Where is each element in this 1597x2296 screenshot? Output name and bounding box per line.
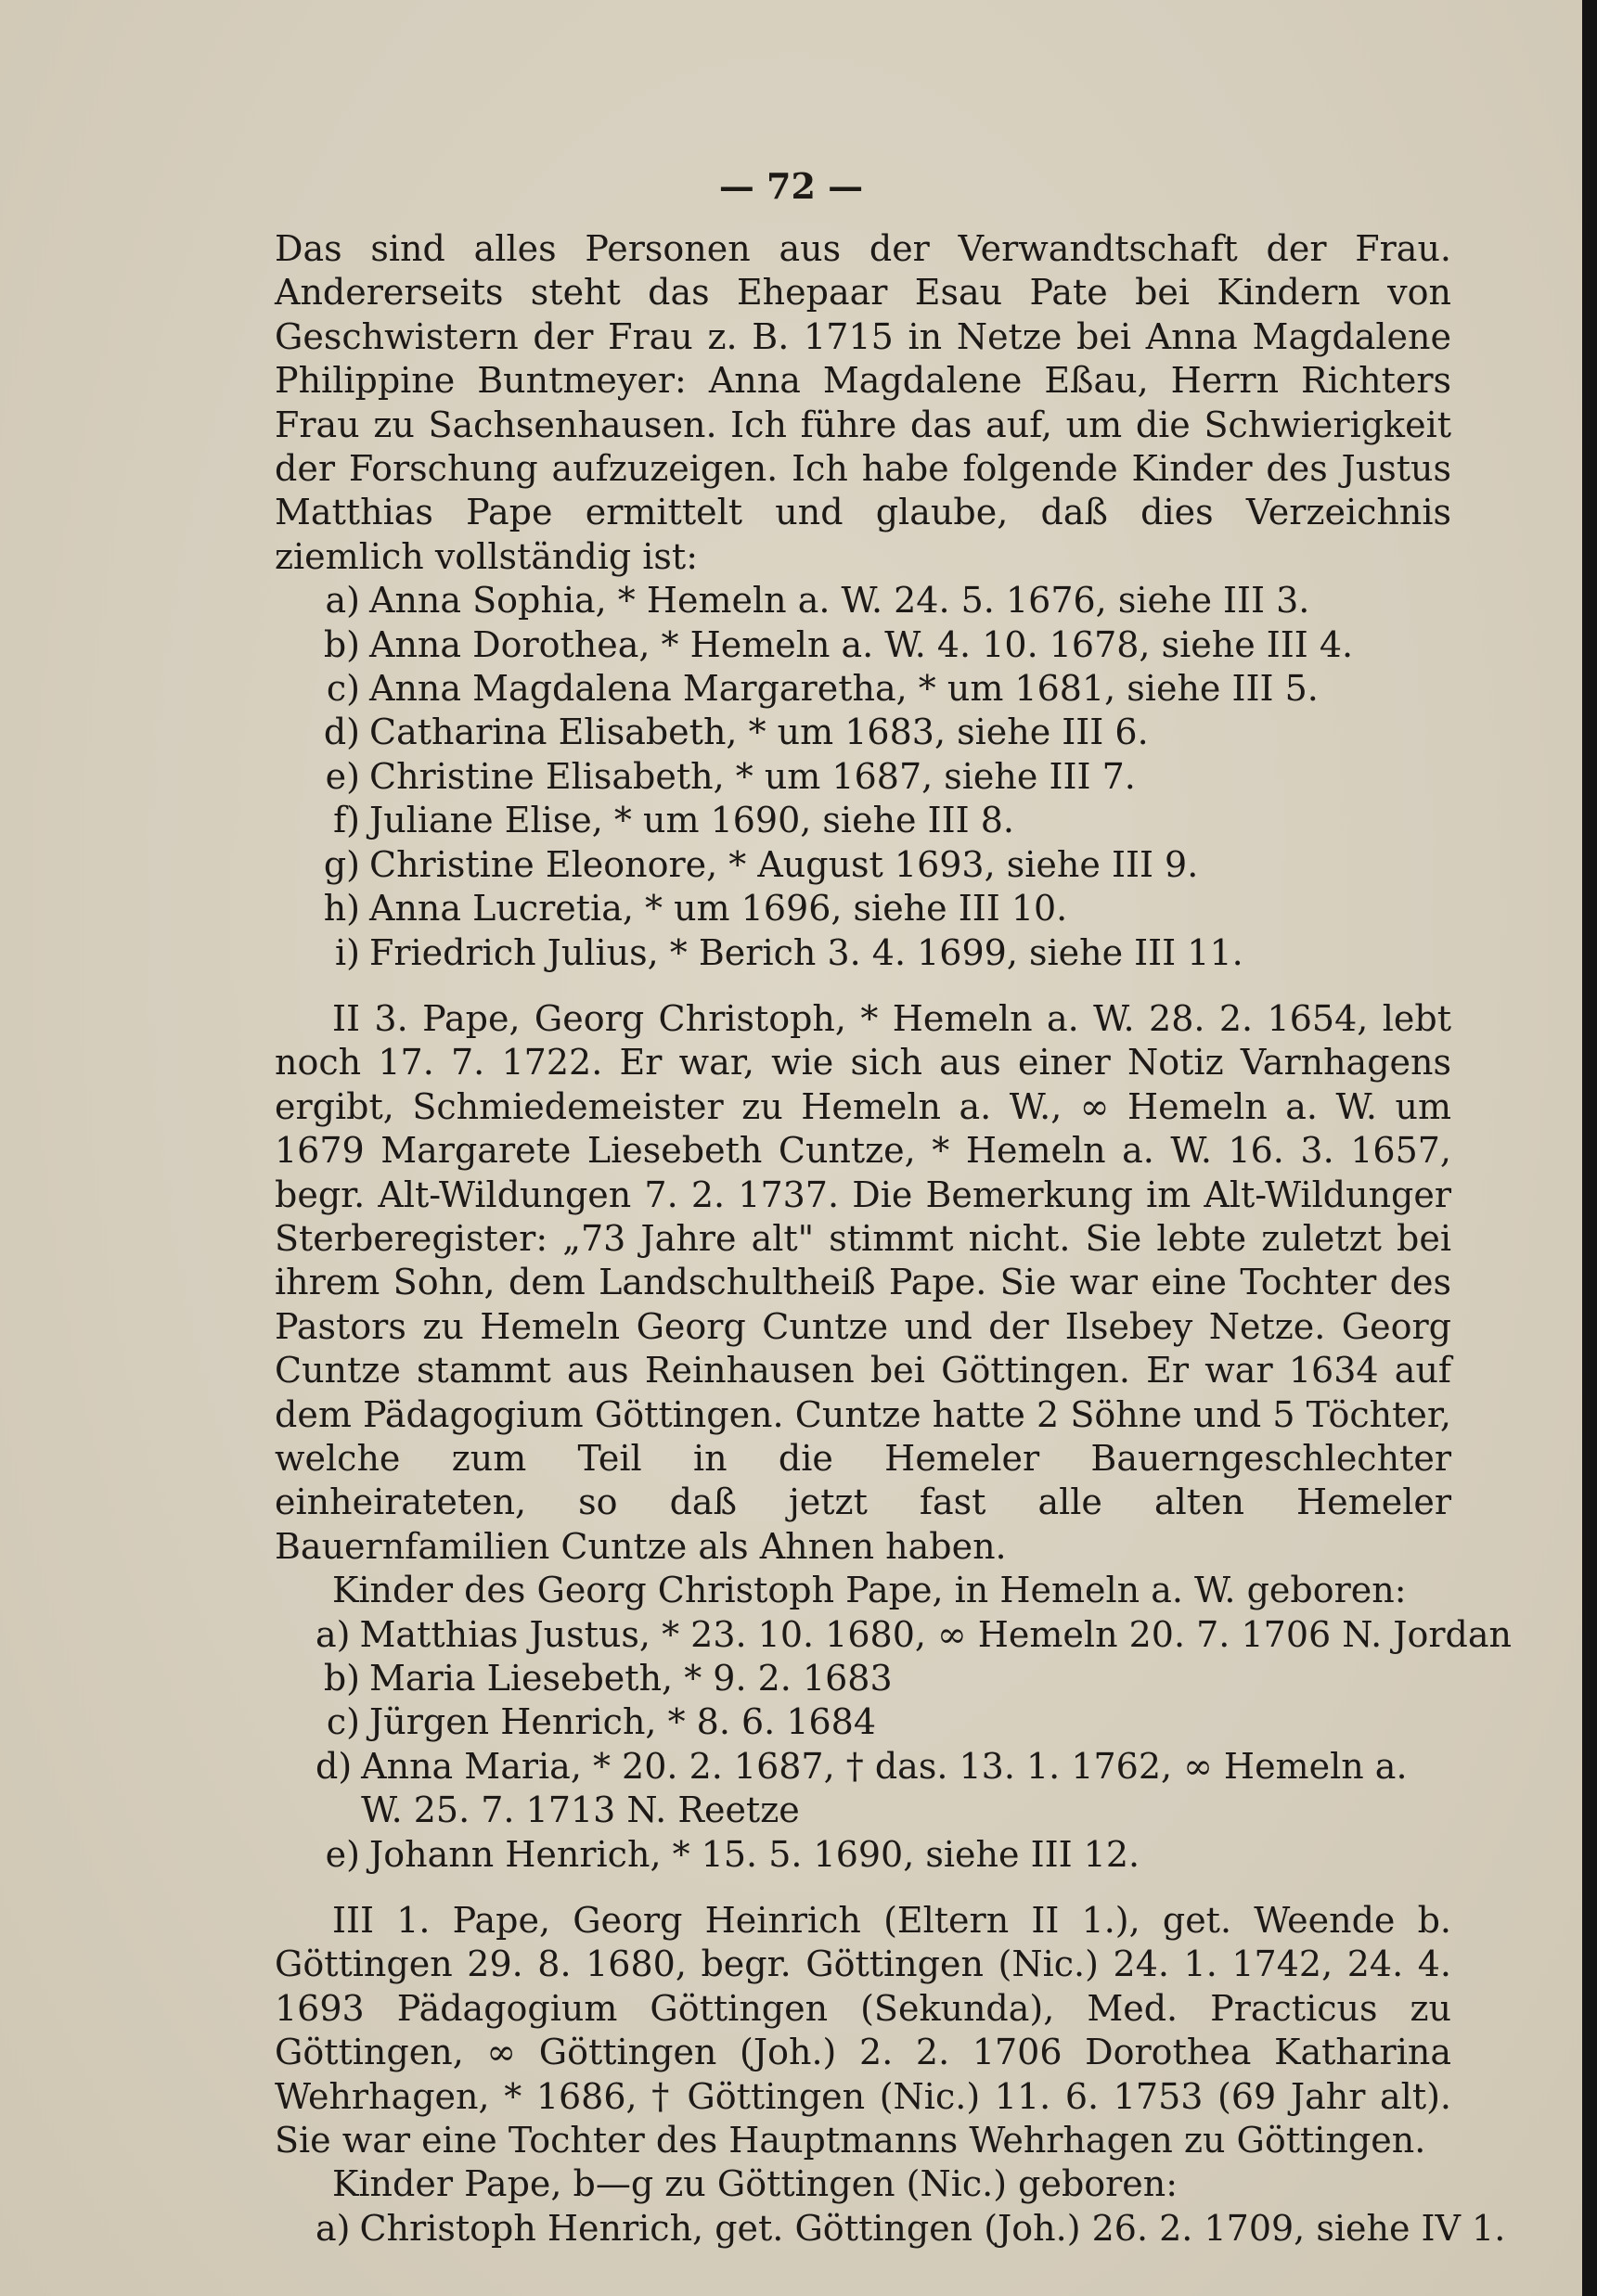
children-pape-list bbox=[275, 2207, 1506, 2251]
list-item: b) Anna Dorothea, * Hemeln a. W. 4. 10. 1678, siehe III 4. bbox=[323, 623, 1354, 665]
intro-paragraph: Das sind alles Personen aus der Verwandtschaft der Frau. Andererseits steht das Ehepaar Esau Pate bei Kindern von Geschwistern der Frau z. B. 1715 in Netze bei Anna Magdalene Philippine Buntmeyer: Anna Magdalene Eßau, Herrn Richters Frau zu Sachsenhausen. Ich führe das auf, um die Schwierigkeit der Forschung aufzuzeigen. Ich habe folgende Kinder des Justus Matthias Pape ermittelt und glaube, daß dies Verzeichnis ziemlich vollständig ist: bbox=[275, 228, 1451, 577]
list-item: b) Maria Liesebeth, * 9. 2. 1683 bbox=[323, 1658, 893, 1699]
page-number: — 72 — bbox=[718, 165, 864, 207]
entry-iii1-paragraph: III 1. Pape, Georg Heinrich (Eltern II 1.), get. Weende b. Göttingen 29. 8. 1680, begr. Göttingen (Nic.) 24. 1. 1742, 24. 4. 1693 Pädagogium Göttingen (Sekunda), Med. Practicus zu Göttingen, ∞ Göttingen (Joh.) 2. 2. 1706 Dorothea Katharina Wehrhagen, * 1686, † Göttingen (Nic.) 11. 6. 1753 (69 Jahr alt). Sie war eine Tochter des Hauptmanns Wehrhagen zu Göttingen. bbox=[275, 1900, 1451, 2161]
list-item: a) Matthias Justus, * 23. 10. 1680, ∞ Hemeln 20. 7. 1706 N. Jordan bbox=[316, 1613, 1512, 1655]
list-item: c) Jürgen Henrich, * 8. 6. 1684 bbox=[326, 1701, 877, 1743]
list-item: a) Anna Sophia, * Hemeln a. W. 24. 5. 1676, siehe III 3. bbox=[325, 580, 1310, 622]
list-item: f) Juliane Elise, * um 1690, siehe III 8. bbox=[333, 800, 1014, 841]
list-item: e) Christine Elisabeth, * um 1687, siehe III 7. bbox=[325, 755, 1136, 797]
list-item: d) Anna Maria, * 20. 2. 1687, † das. 13. 1. 1762, ∞ Hemeln a. W. 25. 7. 1713 N. Reetze bbox=[316, 1745, 1408, 1831]
children-georg-heading: Kinder des Georg Christoph Pape, in Hemeln a. W. geboren: bbox=[332, 1570, 1407, 1611]
list-item: a) Christoph Henrich, get. Göttingen (Joh.) 26. 2. 1709, siehe IV 1. bbox=[316, 2207, 1506, 2249]
list-item: c) Anna Magdalena Margaretha, * um 1681, siehe III 5. bbox=[326, 668, 1319, 710]
list-item: d) Catharina Elisabeth, * um 1683, siehe III 6. bbox=[323, 712, 1149, 753]
page-body bbox=[275, 227, 1512, 2251]
scan-edge bbox=[1582, 0, 1597, 2296]
list-item: i) Friedrich Julius, * Berich 3. 4. 1699, siehe III 11. bbox=[335, 931, 1243, 973]
entry-ii3-paragraph: II 3. Pape, Georg Christoph, * Hemeln a. W. 28. 2. 1654, lebt noch 17. 7. 1722. Er war, wie sich aus einer Notiz Varnhagens ergibt, Schmiedemeister zu Hemeln a. W., ∞ Hemeln a. W. um 1679 Margarete Liesebeth Cuntze, * Hemeln a. W. 16. 3. 1657, begr. Alt-Wildungen 7. 2. 1737. Die Bemerkung im Alt-Wildunger Sterberegister: „73 Jahre alt" stimmt nicht. Sie lebte zuletzt bei ihrem Sohn, dem Landschultheiß Pape. Sie war eine Tochter des Pastors zu Hemeln Georg Cuntze und der Ilsebey Netze. Georg Cuntze stammt aus Reinhausen bei Göttingen. Er war 1634 auf dem Pädagogium Göttingen. Cuntze hatte 2 Söhne und 5 Töchter, welche zum Teil in die Hemeler Bauerngeschlechter einheirateten, so daß jetzt fast alle alten Hemeler Bauernfamilien Cuntze als Ahnen haben. bbox=[275, 997, 1451, 1567]
list-item: g) Christine Eleonore, * August 1693, siehe III 9. bbox=[323, 843, 1199, 885]
children-justus-list bbox=[275, 579, 1451, 975]
children-georg-list bbox=[275, 1613, 1512, 1877]
children-pape-heading: Kinder Pape, b—g zu Göttingen (Nic.) geboren: bbox=[332, 2163, 1178, 2205]
list-item: h) Anna Lucretia, * um 1696, siehe III 10. bbox=[323, 888, 1068, 930]
list-item: e) Johann Henrich, * 15. 5. 1690, siehe III 12. bbox=[325, 1833, 1140, 1875]
